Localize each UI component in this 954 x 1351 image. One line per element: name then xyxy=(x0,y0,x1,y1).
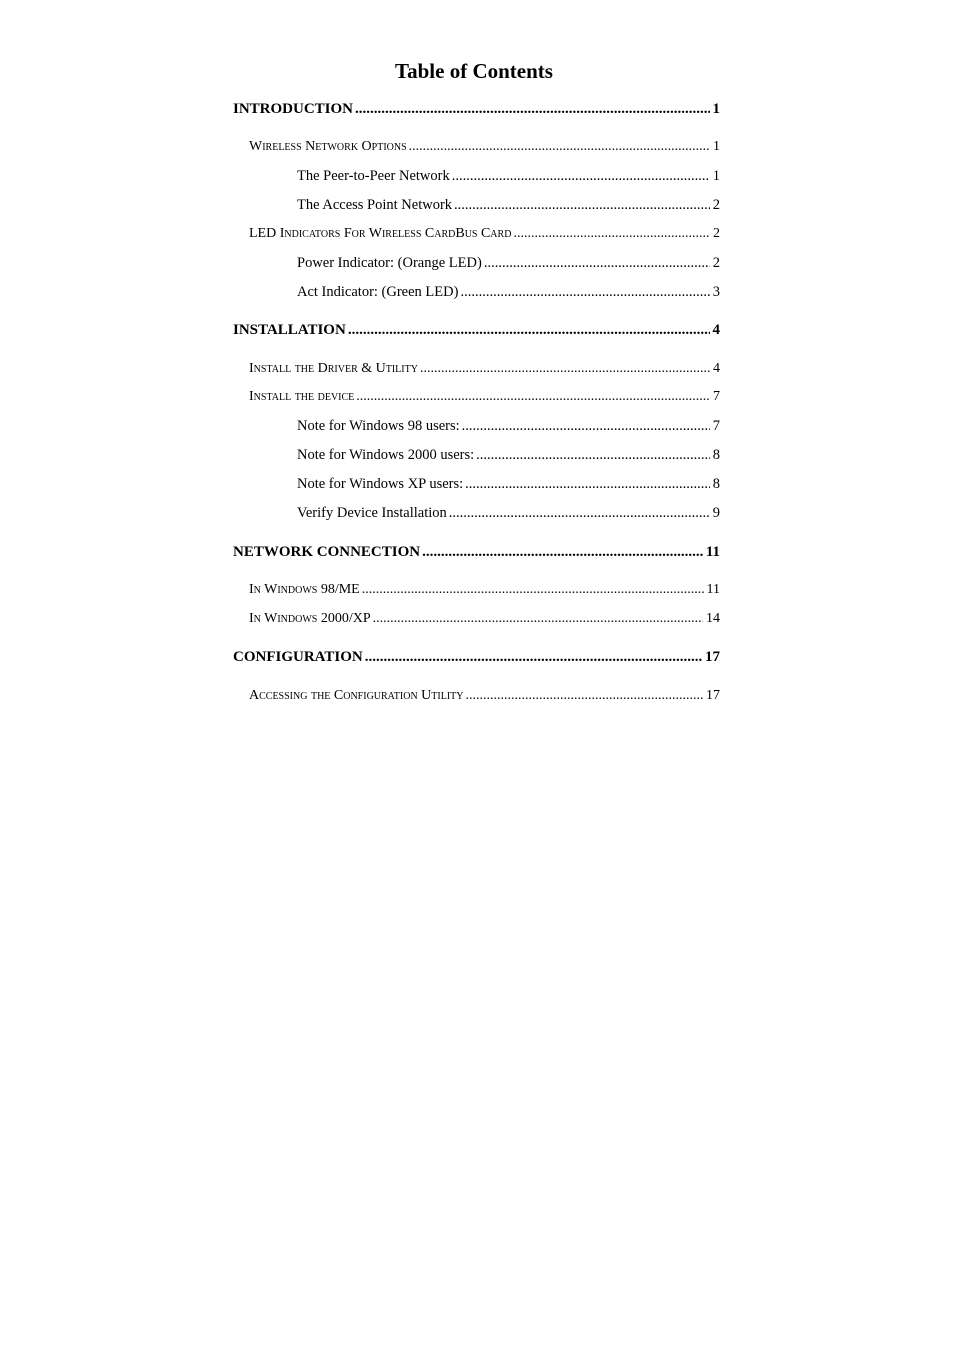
dot-leader xyxy=(373,609,703,629)
dot-leader xyxy=(362,580,704,600)
toc-page-number: 1 xyxy=(712,168,720,184)
toc-entry-title: Accessing the Configuration Utility xyxy=(249,688,464,703)
toc-entry-title: Note for Windows 98 users: xyxy=(297,418,460,434)
toc-page-number: 17 xyxy=(705,649,720,665)
toc-page-number: 11 xyxy=(705,544,720,560)
toc-page-number: 2 xyxy=(712,197,720,213)
toc-entry-title: In Windows 98/ME xyxy=(249,582,360,597)
dot-leader xyxy=(452,166,710,186)
toc-page-number: 8 xyxy=(712,476,720,492)
toc-page-number: 9 xyxy=(712,505,720,521)
toc-entry-title: CONFIGURATION xyxy=(233,649,363,665)
toc-page-number: 11 xyxy=(706,582,720,597)
toc-entry-title: Note for Windows XP users: xyxy=(297,476,464,492)
toc-page-number: 3 xyxy=(712,284,720,300)
toc-entry-configuration[interactable] xyxy=(233,647,720,667)
dot-leader xyxy=(409,137,710,157)
dot-leader xyxy=(454,195,710,215)
toc-entry-install-device[interactable] xyxy=(249,387,720,407)
dot-leader xyxy=(460,282,709,302)
dot-leader xyxy=(465,474,710,494)
toc-entry-title: The Peer-to-Peer Network xyxy=(297,168,450,184)
dot-leader xyxy=(348,320,710,340)
dot-leader xyxy=(449,503,710,523)
dot-leader xyxy=(466,686,704,706)
toc-page-number: 2 xyxy=(713,226,720,241)
toc-entry-power-indicator[interactable] xyxy=(297,253,720,273)
toc-entry-title: INSTALLATION xyxy=(233,322,346,338)
toc-entry-windows-98-me[interactable] xyxy=(249,580,720,600)
toc-entry-title: Note for Windows 2000 users: xyxy=(297,447,475,463)
toc-entry-windows-2000-xp[interactable] xyxy=(249,609,720,629)
toc-entry-led-indicators[interactable] xyxy=(249,224,720,244)
dot-leader xyxy=(422,542,703,562)
toc-entry-verify-device-installation[interactable] xyxy=(297,503,720,523)
toc-entry-act-indicator[interactable] xyxy=(297,282,720,302)
toc-entry-title: NETWORK CONNECTION xyxy=(233,544,421,560)
dot-leader xyxy=(476,445,710,465)
dot-leader xyxy=(462,416,710,436)
toc-page-number: 14 xyxy=(706,611,720,626)
toc-page-number: 8 xyxy=(712,447,720,463)
page-title: Table of Contents xyxy=(395,59,553,83)
toc-entry-introduction[interactable] xyxy=(233,99,720,119)
toc-entry-wireless-network-options[interactable] xyxy=(249,137,720,157)
toc-entry-title: Install the device xyxy=(249,389,355,404)
toc-entry-accessing-configuration-utility[interactable] xyxy=(249,686,720,706)
dot-leader xyxy=(484,253,710,273)
toc-entry-title: In Windows 2000/XP xyxy=(249,611,371,626)
toc-entry-install-driver-utility[interactable] xyxy=(249,359,720,379)
dot-leader xyxy=(420,359,710,379)
toc-entry-windows-xp-note[interactable] xyxy=(297,474,720,494)
toc-entry-network-connection[interactable] xyxy=(233,542,720,562)
toc-entry-access-point-network[interactable] xyxy=(297,195,720,215)
toc-entry-title: LED Indicators For Wireless CardBus Card xyxy=(249,226,512,241)
toc-entry-title: The Access Point Network xyxy=(297,197,453,213)
toc-entry-title: Wireless Network Options xyxy=(249,139,407,154)
toc-page-number: 4 xyxy=(712,322,720,338)
toc-page-number: 17 xyxy=(706,688,720,703)
toc-entry-installation[interactable] xyxy=(233,320,720,340)
dot-leader xyxy=(355,99,709,119)
dot-leader xyxy=(365,647,702,667)
dot-leader xyxy=(513,224,710,244)
toc-entry-title: Power Indicator: (Orange LED) xyxy=(297,255,482,271)
dot-leader xyxy=(356,387,710,407)
toc-entry-windows-98-note[interactable] xyxy=(297,416,720,436)
toc-page-number: 1 xyxy=(713,139,720,154)
toc-entry-windows-2000-note[interactable] xyxy=(297,445,720,465)
toc-page-number: 1 xyxy=(712,101,720,117)
toc-page-number: 7 xyxy=(712,418,720,434)
toc-entry-peer-to-peer-network[interactable] xyxy=(297,166,720,186)
toc-page-number: 4 xyxy=(713,361,720,376)
toc-entry-title: INTRODUCTION xyxy=(233,101,354,117)
toc-page-number: 7 xyxy=(713,389,720,404)
toc-entry-title: Install the Driver & Utility xyxy=(249,361,418,376)
toc-entry-title: Act Indicator: (Green LED) xyxy=(297,284,459,300)
toc-page-number: 2 xyxy=(712,255,720,271)
toc-entry-title: Verify Device Installation xyxy=(297,505,447,521)
